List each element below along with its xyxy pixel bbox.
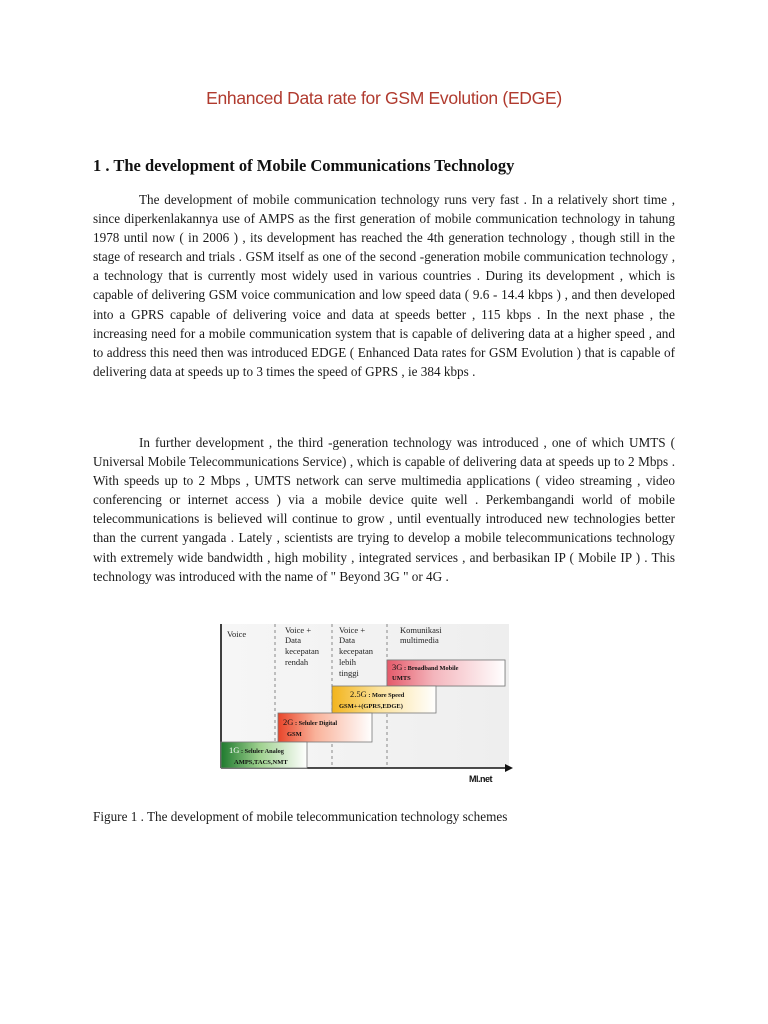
1g-gen: 1G [229,745,240,755]
3g-box [387,660,505,686]
column-2-line-3: kecepatan [285,646,319,656]
figure-caption: Figure 1 . The development of mobile telecommunication technology schemes [93,809,508,824]
technology-diagram [205,612,517,786]
column-2-line-2: Data [285,635,302,645]
2g-desc: : Seluler Digital [293,720,338,727]
column-4-line-1: Komunikasi [400,625,442,635]
paragraph-1-text: The development of mobile communication technology runs very fast . In a relatively short time , since diperkenlakannya use of AMPS as the first generation of mobile communication technology in tahung 1978 until now ( in 2006 ) , its development has reached the 4th generation technology , though still in the stage of research and trials . GSM itself as one of the second -generation mobile communication technology , a technology that is currently most widely used in various countries . During its development , which is capable of delivering GSM voice communication and low speed data ( 9.6 - 14.4 kbps ) , and then developed into a GPRS capable of delivering voice and data at speeds better , 115 kbps . In the next phase , the increasing need for a mobile communication system that is capable of delivering data at a higher speed , and to address this need then was introduced EDGE ( Enhanced Data rates for GSM Evolution ) that is capable of delivering data at speeds up to 3 times the speed of GPRS , ie 384 kbps . [93,192,675,379]
column-3-line-1: Voice + [339,625,366,635]
column-1-line-1: Voice [227,629,247,639]
column-2-line-1: Voice + [285,625,312,635]
paragraph-2 [93,433,675,586]
3g-tech: UMTS [392,675,411,682]
technology-figure [205,612,517,786]
paragraph-2-text: In further development , the third -generation technology was introduced , one of which UMTS ( Universal Mobile Telecommunications Service) , which is capable of delivering data at speeds up to 2 Mbps . With speeds up to 2 Mbps , UMTS network can serve multimedia applications ( video streaming , video conferencing or internet access ) via a mobile device quite well . Perkembangandi world of mobile telecommunications is believed will continue to grow , until eventually introduced new technologies better than the current yangada . Lately , scientists are trying to develop a mobile telecommunications technology with extremely wide bandwidth , high mobility , integrated services , and berbasikan IP ( Mobile IP ) . This technology was introduced with the name of " Beyond 3G " or 4G . [93,435,675,584]
2g-gen: 2G [283,717,294,727]
3g-gen: 3G [392,662,403,672]
column-4-line-2: multimedia [400,635,439,645]
2-5g-tech: GSM++(GPRS,EDGE) [339,703,403,710]
1g-tech: AMPS,TACS,NMT [234,759,288,766]
column-2-line-4: rendah [285,657,309,667]
2g-tech: GSM [287,731,302,738]
paragraph-1 [93,190,675,381]
figure-watermark: Ml.net [469,774,492,784]
column-3-line-3: kecepatan [339,646,373,656]
column-3-line-5: tinggi [339,668,359,678]
1g-desc: : Seluler Analog [239,748,284,755]
3g-desc: : Broadband Mobile [402,665,459,672]
column-3-line-4: lebih [339,657,356,667]
2-5g-desc: : More Speed [366,692,405,699]
2-5g-gen: 2.5G [350,689,367,699]
document-title: Enhanced Data rate for GSM Evolution (EDGE) [206,88,562,108]
column-3-line-2: Data [339,635,356,645]
section-heading: 1 . The development of Mobile Communications Technology [93,156,515,175]
